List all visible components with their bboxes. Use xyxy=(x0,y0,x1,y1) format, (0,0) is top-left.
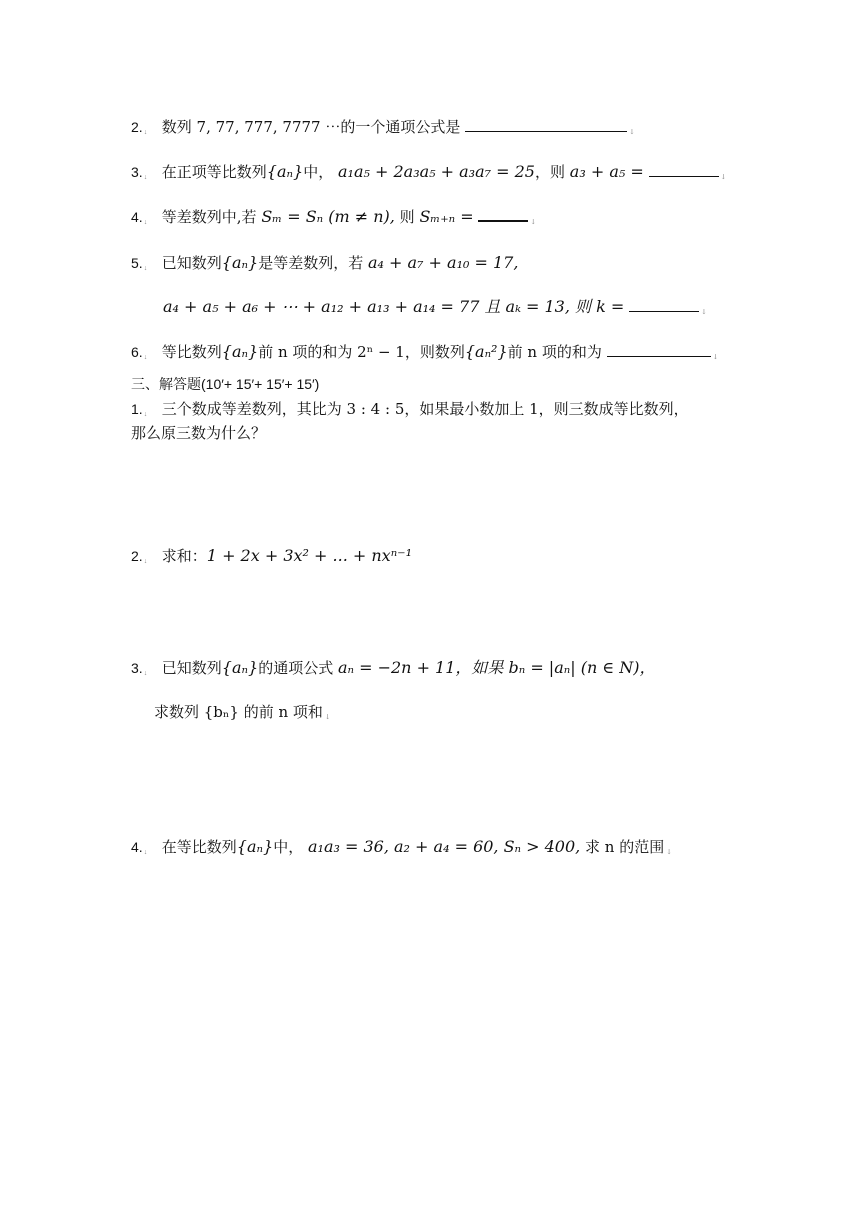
problem-prefix: 已知数列 xyxy=(161,659,222,677)
question-text: 数列 7, 77, 777, 7777 ⋯的一个通项公式是 xyxy=(161,118,461,136)
problem-3 xyxy=(131,657,656,685)
question-then: ，则 xyxy=(534,163,565,181)
paragraph-mark-icon: ↓ xyxy=(530,218,537,226)
formula: a₄ + a₇ + a₁₀ = 17, xyxy=(367,253,519,272)
problem-text: 求数列 {bₙ} 的前 n 项和 xyxy=(154,703,323,721)
ask-expression: a₃ + a₅ = xyxy=(569,162,644,181)
problem-text: 三个数成等差数列，其比为 3 : 4 : 5，如果最小数加上 1，则三数成等比数列， xyxy=(161,400,689,418)
sequence-symbol: {aₙ} xyxy=(221,253,259,272)
question-number: 1. ↓ xyxy=(131,398,157,426)
answer-blank[interactable] xyxy=(465,117,627,132)
paragraph-mark-icon: ↓ xyxy=(720,173,727,181)
answer-blank[interactable] xyxy=(607,342,711,357)
formula: a₁a₅ + 2a₃a₅ + a₃a₇ = 25 xyxy=(337,162,535,181)
fill-question-2 xyxy=(131,116,635,144)
question-prefix: 等比数列 xyxy=(161,343,222,361)
fill-question-4 xyxy=(131,206,536,234)
question-number: 2. ↓ xyxy=(131,116,157,144)
paragraph-mark-icon: ↓ xyxy=(324,713,331,721)
answer-blank[interactable] xyxy=(649,162,719,177)
formula: a₄ + a₅ + a₆ + ⋯ + a₁₂ + a₁₃ + a₁₄ = 77 且 aₖ = 13, 则 k = xyxy=(163,297,625,316)
fill-question-5-line2 xyxy=(163,296,707,323)
question-end: 前 n 项的和为 xyxy=(507,343,602,361)
problem-end: 求 n 的范围 xyxy=(585,838,665,856)
section-heading: 三、解答题(10′+ 15′+ 15′+ 15′) xyxy=(131,376,320,392)
formula: 1 + 2x + 3x² + ... + nxⁿ⁻¹ xyxy=(206,546,413,565)
problem-1-line2: 那么原三数为什么？ xyxy=(131,424,267,442)
sequence-symbol-squared: {aₙ²} xyxy=(464,342,508,361)
question-number: 4. ↓ xyxy=(131,206,157,234)
sequence-symbol: {aₙ} xyxy=(236,837,274,856)
problem-3-line2 xyxy=(154,701,331,728)
fill-question-5 xyxy=(131,252,518,280)
fill-question-3 xyxy=(131,161,726,189)
question-text: 等差数列中,若 xyxy=(161,208,257,226)
problem-4 xyxy=(131,836,672,864)
problem-2 xyxy=(131,545,412,573)
sequence-symbol: {aₙ} xyxy=(221,342,259,361)
paragraph-mark-icon: ↓ xyxy=(666,848,673,856)
problem-prefix: 求和： xyxy=(161,547,207,565)
question-number: 3. ↓ xyxy=(131,161,157,189)
formula: Sₘ = Sₙ (m ≠ n), xyxy=(261,207,395,226)
fill-question-6 xyxy=(131,341,719,369)
paragraph-mark-icon: ↓ xyxy=(629,128,636,136)
sequence-symbol: {aₙ} xyxy=(266,162,304,181)
problem-prefix: 在等比数列 xyxy=(161,838,237,856)
paragraph-mark-icon: ↓ xyxy=(701,308,707,316)
answer-blank[interactable] xyxy=(629,297,699,312)
paragraph-mark-icon: ↓ xyxy=(712,353,719,361)
question-number: 6. ↓ xyxy=(131,341,157,369)
answer-blank[interactable] xyxy=(478,206,528,222)
question-number: 2. ↓ xyxy=(131,545,157,573)
question-number: 4. ↓ xyxy=(131,836,157,864)
question-number: 5. ↓ xyxy=(131,252,157,280)
formula: aₙ = −2n + 11，如果 bₙ = |aₙ| (n ∈ N)， xyxy=(337,658,656,677)
sequence-symbol: {aₙ} xyxy=(221,658,259,677)
problem-mid: 中， xyxy=(273,838,304,856)
formula: a₁a₃ = 36, a₂ + a₄ = 60, Sₙ > 400, xyxy=(307,837,581,856)
question-prefix: 在正项等比数列 xyxy=(161,163,267,181)
question-prefix: 已知数列 xyxy=(161,254,222,272)
ask-expression: Sₘ₊ₙ = xyxy=(419,207,474,226)
question-mid: 是等差数列，若 xyxy=(258,254,364,272)
question-mid: 中， xyxy=(303,163,334,181)
problem-mid: 的通项公式 xyxy=(258,659,334,677)
question-mid: 前 n 项的和为 2ⁿ − 1，则数列 xyxy=(258,343,465,361)
question-number: 3. ↓ xyxy=(131,657,157,685)
question-then: 则 xyxy=(399,208,415,226)
